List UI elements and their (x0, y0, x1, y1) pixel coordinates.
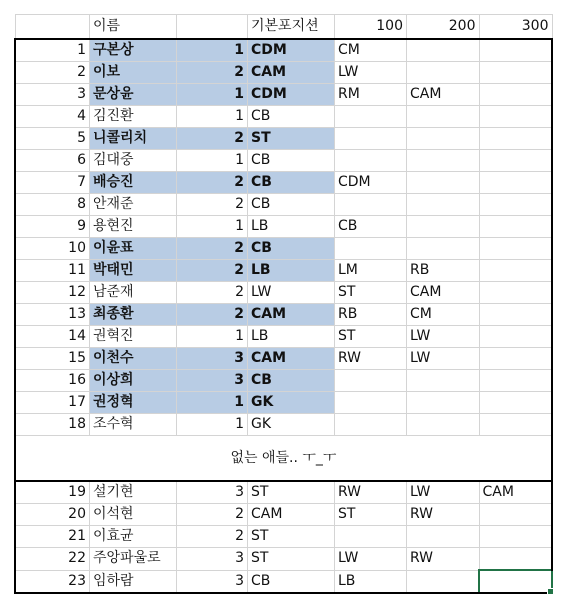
alt-position-300-cell[interactable] (479, 548, 552, 571)
row-number-cell[interactable]: 18 (15, 414, 90, 436)
position-cell[interactable]: LB (248, 216, 335, 238)
table-row (15, 370, 552, 392)
name-cell[interactable]: 박태민 (90, 260, 177, 282)
table-row (15, 504, 552, 526)
alt-position-300-cell[interactable] (479, 216, 552, 238)
alt-position-300-cell[interactable] (479, 260, 552, 282)
alt-position-100-cell[interactable]: ST (335, 282, 407, 304)
table-row (15, 128, 552, 150)
position-cell[interactable]: CB (248, 370, 335, 392)
position-cell[interactable]: LB (248, 326, 335, 348)
fill-handle[interactable] (547, 588, 554, 595)
position-cell[interactable]: CDM (248, 84, 335, 106)
alt-position-300-cell[interactable] (479, 304, 552, 326)
position-cell[interactable]: ST (248, 481, 335, 504)
row-number-cell[interactable]: 10 (15, 238, 90, 260)
header-cell-name[interactable]: 이름 (90, 15, 177, 40)
alt-position-100-cell[interactable]: RM (335, 84, 407, 106)
table-row (15, 216, 552, 238)
alt-position-100-cell[interactable]: RB (335, 304, 407, 326)
count-cell[interactable]: 1 (177, 216, 248, 238)
count-cell[interactable]: 1 (177, 392, 248, 414)
alt-position-300-cell[interactable] (479, 150, 552, 172)
alt-position-100-cell[interactable] (335, 194, 407, 216)
count-cell[interactable]: 1 (177, 150, 248, 172)
alt-position-200-cell[interactable] (407, 39, 480, 62)
count-cell[interactable]: 3 (177, 570, 248, 593)
table-row (15, 304, 552, 326)
alt-position-300-cell[interactable] (479, 172, 552, 194)
alt-position-200-cell[interactable] (407, 370, 480, 392)
alt-position-100-cell[interactable] (335, 414, 407, 436)
table-row (15, 548, 552, 571)
alt-position-100-cell[interactable] (335, 392, 407, 414)
alt-position-200-cell[interactable] (407, 570, 480, 593)
name-cell[interactable]: 이윤표 (90, 238, 177, 260)
alt-position-300-cell[interactable] (479, 282, 552, 304)
alt-position-300-cell[interactable]: CAM (479, 481, 552, 504)
alt-position-200-cell[interactable] (407, 172, 480, 194)
alt-position-200-cell[interactable] (407, 106, 480, 128)
header-cell-count[interactable] (177, 15, 248, 40)
alt-position-100-cell[interactable] (335, 238, 407, 260)
note-cell[interactable]: 없는 애들.. ㅜ_ㅜ (15, 436, 552, 482)
spreadsheet-grid (14, 14, 553, 594)
name-cell[interactable]: 문상윤 (90, 84, 177, 106)
alt-position-200-cell[interactable] (407, 128, 480, 150)
alt-position-200-cell[interactable] (407, 414, 480, 436)
alt-position-300-cell[interactable] (479, 128, 552, 150)
row-number-cell[interactable]: 3 (15, 84, 90, 106)
name-cell[interactable]: 구본상 (90, 39, 177, 62)
row-number-cell[interactable]: 2 (15, 62, 90, 84)
row-number-cell[interactable]: 9 (15, 216, 90, 238)
row-number-cell[interactable]: 8 (15, 194, 90, 216)
count-cell[interactable]: 2 (177, 260, 248, 282)
alt-position-300-cell[interactable] (479, 570, 552, 593)
count-cell[interactable]: 3 (177, 348, 248, 370)
alt-position-100-cell[interactable]: LM (335, 260, 407, 282)
row-number-cell[interactable]: 23 (15, 570, 90, 593)
position-cell[interactable]: GK (248, 392, 335, 414)
alt-position-200-cell[interactable]: LW (407, 481, 480, 504)
name-cell[interactable]: 설기현 (90, 481, 177, 504)
alt-position-200-cell[interactable] (407, 150, 480, 172)
count-cell[interactable]: 2 (177, 504, 248, 526)
alt-position-100-cell[interactable] (335, 128, 407, 150)
table-row (15, 39, 552, 62)
alt-position-100-cell[interactable]: RW (335, 481, 407, 504)
alt-position-200-cell[interactable] (407, 526, 480, 548)
name-cell[interactable]: 조수혁 (90, 414, 177, 436)
table-row (15, 106, 552, 128)
alt-position-100-cell[interactable] (335, 370, 407, 392)
name-cell[interactable]: 이천수 (90, 348, 177, 370)
count-cell[interactable]: 2 (177, 62, 248, 84)
row-number-cell[interactable]: 13 (15, 304, 90, 326)
table-row (15, 282, 552, 304)
position-cell[interactable]: CB (248, 150, 335, 172)
name-cell[interactable]: 주앙파울로 (90, 548, 177, 571)
table-row (15, 260, 552, 282)
header-row (15, 15, 552, 40)
alt-position-100-cell[interactable]: CB (335, 216, 407, 238)
alt-position-300-cell[interactable] (479, 526, 552, 548)
table-row (15, 238, 552, 260)
row-number-cell[interactable]: 22 (15, 548, 90, 571)
header-cell-300[interactable]: 300 (479, 15, 552, 40)
table-row (15, 62, 552, 84)
count-cell[interactable]: 2 (177, 282, 248, 304)
count-cell[interactable]: 2 (177, 172, 248, 194)
position-cell[interactable]: CB (248, 172, 335, 194)
alt-position-100-cell[interactable]: ST (335, 326, 407, 348)
position-cell[interactable]: ST (248, 526, 335, 548)
alt-position-200-cell[interactable] (407, 62, 480, 84)
count-cell[interactable]: 3 (177, 481, 248, 504)
name-cell[interactable]: 니콜리치 (90, 128, 177, 150)
alt-position-200-cell[interactable]: RW (407, 504, 480, 526)
name-cell[interactable]: 남준재 (90, 282, 177, 304)
position-cell[interactable]: CB (248, 194, 335, 216)
header-cell-no[interactable] (15, 15, 90, 40)
row-number-cell[interactable]: 12 (15, 282, 90, 304)
alt-position-300-cell[interactable] (479, 414, 552, 436)
row-number-cell[interactable]: 19 (15, 481, 90, 504)
position-cell[interactable]: CB (248, 570, 335, 593)
count-cell[interactable]: 3 (177, 548, 248, 571)
row-number-cell[interactable]: 14 (15, 326, 90, 348)
position-cell[interactable]: LB (248, 260, 335, 282)
count-cell[interactable]: 3 (177, 370, 248, 392)
row-number-cell[interactable]: 21 (15, 526, 90, 548)
position-cell[interactable]: CAM (248, 504, 335, 526)
name-cell[interactable]: 배승진 (90, 172, 177, 194)
table-row (15, 150, 552, 172)
row-number-cell[interactable]: 4 (15, 106, 90, 128)
position-cell[interactable]: CAM (248, 348, 335, 370)
alt-position-300-cell[interactable] (479, 370, 552, 392)
alt-position-200-cell[interactable]: CAM (407, 282, 480, 304)
table-row (15, 414, 552, 436)
alt-position-300-cell[interactable] (479, 348, 552, 370)
alt-position-300-cell[interactable] (479, 106, 552, 128)
alt-position-300-cell[interactable] (479, 326, 552, 348)
count-cell[interactable]: 2 (177, 526, 248, 548)
position-cell[interactable]: CB (248, 106, 335, 128)
count-cell[interactable]: 2 (177, 128, 248, 150)
row-number-cell[interactable]: 11 (15, 260, 90, 282)
alt-position-200-cell[interactable] (407, 194, 480, 216)
header-cell-100[interactable]: 100 (335, 15, 407, 40)
name-cell[interactable]: 권정혁 (90, 392, 177, 414)
name-cell[interactable]: 이보 (90, 62, 177, 84)
table-row (15, 526, 552, 548)
name-cell[interactable]: 최종환 (90, 304, 177, 326)
alt-position-100-cell[interactable]: LB (335, 570, 407, 593)
table-row (15, 326, 552, 348)
position-cell[interactable]: ST (248, 128, 335, 150)
position-cell[interactable]: LW (248, 282, 335, 304)
table-row (15, 194, 552, 216)
alt-position-100-cell[interactable]: LW (335, 548, 407, 571)
row-number-cell[interactable]: 16 (15, 370, 90, 392)
alt-position-100-cell[interactable]: ST (335, 504, 407, 526)
alt-position-300-cell[interactable] (479, 504, 552, 526)
count-cell[interactable]: 1 (177, 106, 248, 128)
alt-position-300-cell[interactable] (479, 62, 552, 84)
alt-position-100-cell[interactable] (335, 106, 407, 128)
count-cell[interactable]: 1 (177, 84, 248, 106)
alt-position-200-cell[interactable]: CM (407, 304, 480, 326)
alt-position-200-cell[interactable] (407, 238, 480, 260)
table-row (15, 348, 552, 370)
alt-position-300-cell[interactable] (479, 238, 552, 260)
table-row (15, 570, 552, 593)
header-cell-200[interactable]: 200 (407, 15, 480, 40)
alt-position-200-cell[interactable] (407, 392, 480, 414)
count-cell[interactable]: 1 (177, 39, 248, 62)
alt-position-200-cell[interactable]: CAM (407, 84, 480, 106)
table-row (15, 172, 552, 194)
alt-position-200-cell[interactable] (407, 216, 480, 238)
name-cell[interactable]: 안재준 (90, 194, 177, 216)
count-cell[interactable]: 1 (177, 326, 248, 348)
table-row (15, 481, 552, 504)
name-cell[interactable]: 임하람 (90, 570, 177, 593)
alt-position-300-cell[interactable] (479, 84, 552, 106)
name-cell[interactable]: 권혁진 (90, 326, 177, 348)
alt-position-200-cell[interactable]: LW (407, 326, 480, 348)
row-number-cell[interactable]: 7 (15, 172, 90, 194)
position-cell[interactable]: ST (248, 548, 335, 571)
header-cell-position[interactable]: 기본포지션 (248, 15, 335, 40)
name-cell[interactable]: 이상희 (90, 370, 177, 392)
alt-position-200-cell[interactable]: RB (407, 260, 480, 282)
row-number-cell[interactable]: 20 (15, 504, 90, 526)
alt-position-100-cell[interactable]: CDM (335, 172, 407, 194)
row-number-cell[interactable]: 17 (15, 392, 90, 414)
count-cell[interactable]: 1 (177, 414, 248, 436)
alt-position-300-cell[interactable] (479, 194, 552, 216)
name-cell[interactable]: 김진환 (90, 106, 177, 128)
alt-position-100-cell[interactable]: RW (335, 348, 407, 370)
alt-position-100-cell[interactable]: LW (335, 62, 407, 84)
name-cell[interactable]: 용현진 (90, 216, 177, 238)
alt-position-300-cell[interactable] (479, 392, 552, 414)
alt-position-200-cell[interactable]: LW (407, 348, 480, 370)
name-cell[interactable]: 이효균 (90, 526, 177, 548)
count-cell[interactable]: 2 (177, 304, 248, 326)
alt-position-100-cell[interactable] (335, 150, 407, 172)
name-cell[interactable]: 이석현 (90, 504, 177, 526)
row-number-cell[interactable]: 5 (15, 128, 90, 150)
table-row (15, 84, 552, 106)
position-cell[interactable]: CDM (248, 39, 335, 62)
position-cell[interactable]: CAM (248, 62, 335, 84)
alt-position-200-cell[interactable]: RW (407, 548, 480, 571)
table-row (15, 392, 552, 414)
row-number-cell[interactable]: 6 (15, 150, 90, 172)
row-number-cell[interactable]: 15 (15, 348, 90, 370)
position-cell[interactable]: GK (248, 414, 335, 436)
count-cell[interactable]: 2 (177, 194, 248, 216)
position-cell[interactable]: CB (248, 238, 335, 260)
count-cell[interactable]: 2 (177, 238, 248, 260)
position-cell[interactable]: CAM (248, 304, 335, 326)
alt-position-300-cell[interactable] (479, 39, 552, 62)
note-row (15, 436, 552, 482)
alt-position-100-cell[interactable] (335, 526, 407, 548)
name-cell[interactable]: 김대중 (90, 150, 177, 172)
alt-position-100-cell[interactable]: CM (335, 39, 407, 62)
row-number-cell[interactable]: 1 (15, 39, 90, 62)
